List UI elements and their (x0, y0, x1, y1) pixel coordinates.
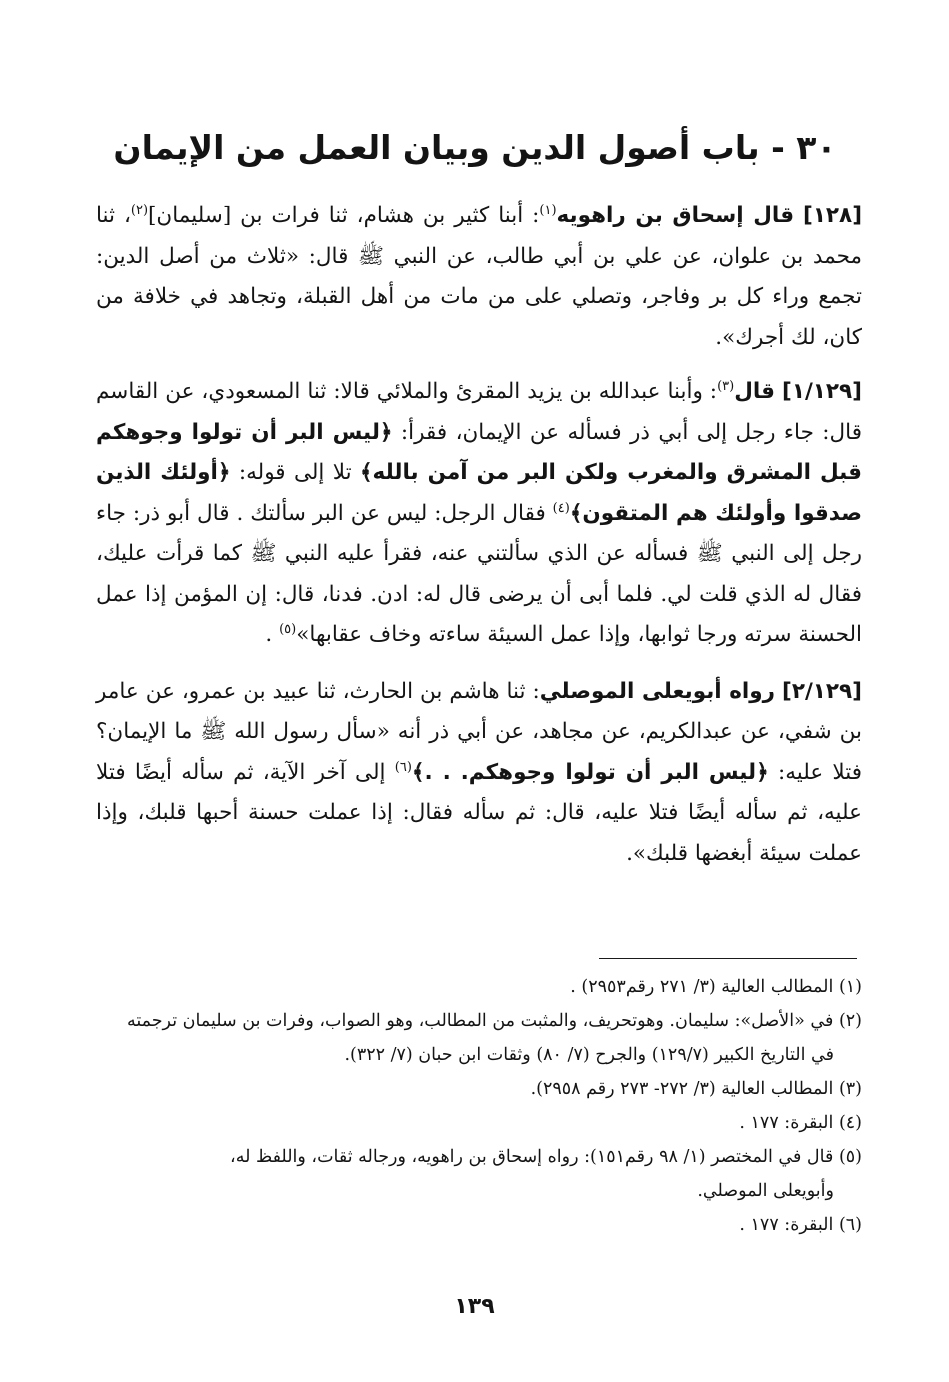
footnote-item (96, 1072, 862, 1106)
page-number: ١٣٩ (454, 1294, 495, 1319)
footnote-text-continued: وأبويعلى الموصلي. (697, 1181, 834, 1201)
footnote-number: (٤) (838, 1113, 862, 1133)
footnote-text: في «الأصل»: سليمان. وهوتحريف، والمثبت من المطالب، وهو الصواب، وفرات بن سليمان ترجمته (126, 1011, 834, 1031)
hadith-number: [١/١٢٩] (782, 379, 862, 404)
footnote-number: (٣) (838, 1079, 862, 1099)
hadith-text: ، ثنا محمد بن علوان، عن علي بن أبي طالب، عن النبي ﷺ قال: «ثلاث من أصل الدين: تجمع وراء كل بر وفاجر، وتصلي على من مات من أهل القبلة، وتجاهد في خلافة من كان، لك أجرك». (96, 203, 862, 350)
footnote-item (96, 970, 862, 1004)
footnote-text: البقرة: ١٧٧ . (739, 1113, 834, 1133)
footnote-text: المطالب العالية (٣/ ٢٧١ رقم٢٩٥٣) . (570, 977, 834, 997)
hadith-paragraph-128 (96, 196, 862, 358)
quran-quote: ﴿ليس البر أن تولوا وجوهكم. . .﴾ (411, 759, 769, 785)
footnotes (96, 970, 862, 1242)
hadith-source: قال إسحاق بن راهويه (556, 203, 795, 228)
quran-quote: ﴿ليس البر أن تولوا وجوهكم قبل المشرق والمغرب ولكن البر من آمن بالله﴾ (96, 419, 862, 485)
footnote-item (96, 1004, 862, 1072)
footnote-number: (١) (838, 977, 862, 997)
hadith-text: . (265, 622, 280, 647)
hadith-text: : أبنا كثير بن هشام، ثنا فرات بن [سليمان] (148, 203, 540, 228)
hadith-text: : ثنا هاشم بن الحارث، ثنا عبيد بن عمرو، عن عامر بن شفي، عن عبدالكريم، عن مجاهد، عن أبي ذر أنه «سأل رسول الله ﷺ ما الإيمان؟ فتلا عليه: (96, 678, 863, 785)
footnote-ref: (٢) (130, 202, 149, 218)
hadith-text: فقال الرجل: ليس عن البر سألتك . قال أبو ذر: جاء رجل إلى النبي ﷺ فسأله عن الذي سألتني عنه، فقرأ عليه النبي ﷺ كما قرأت عليك، فقال له الذي قلت لي. فلما أبى أن يرضى قال له: ادن. فدنا، قال: إن المؤمن إذا عمل الحسنة سرته ورجا ثوابها، وإذا عمل السيئة ساءته وخاف عقابها» (96, 500, 862, 647)
footnote-item (96, 1140, 862, 1208)
hadith-paragraph-129-2 (96, 672, 862, 875)
footnote-number: (٦) (838, 1215, 862, 1235)
footnote-ref: (٦) (394, 759, 412, 775)
footnote-ref: (١) (539, 202, 557, 218)
hadith-source: قال (734, 379, 776, 404)
footnote-text: البقرة: ١٧٧ . (739, 1215, 834, 1235)
hadith-number: [١٢٨] (802, 203, 863, 228)
footnote-number: (٥) (838, 1147, 862, 1167)
footnote-text: المطالب العالية (٣/ ٢٧٢- ٢٧٣ رقم ٢٩٥٨). (530, 1079, 834, 1099)
footnote-number: (٢) (838, 1011, 862, 1031)
footnote-ref: (٤) (552, 500, 570, 516)
footnote-item (96, 1106, 862, 1140)
footnote-ref: (٥) (279, 621, 297, 637)
footnote-separator (599, 958, 857, 959)
hadith-source: رواه أبويعلى الموصلي (539, 678, 776, 704)
footnote-ref: (٣) (717, 378, 735, 394)
quran-quote: ﴿أولئك الذين صدقوا وأولئك هم المتقون﴾ (96, 460, 862, 526)
footnote-item (96, 1208, 862, 1242)
hadith-text: تلا إلى قوله: (230, 460, 360, 485)
footnote-text-continued: في التاريخ الكبير (١٢٩/٧) والجرح (٧/ ٨٠) وثقات ابن حبان (٧/ ٣٢٢). (344, 1045, 834, 1065)
hadith-number: [٢/١٢٩] (782, 678, 862, 704)
footnote-text: قال في المختصر (١/ ٩٨ رقم١٥١): رواه إسحاق بن راهويه، ورجاله ثقات، واللفظ له، (230, 1147, 834, 1167)
hadith-text: إلى آخر الآية، ثم سأله أيضًا فتلا عليه، ثم سأله أيضًا فتلا عليه، قال: ثم سأله فقال: إذا عملت حسنة أحبها قلبك، وإذا عملت سيئة أبغضها قلبك». (96, 759, 862, 866)
hadith-text: : وأبنا عبدالله بن يزيد المقرئ والملائي قالا: ثنا المسعودي، عن القاسم قال: جاء رجل إلى أبي ذر فسأله عن الإيمان، فقرأ: (96, 379, 862, 445)
main-text (96, 196, 862, 888)
hadith-paragraph-129-1 (96, 372, 862, 656)
chapter-title: ٣٠ - باب أصول الدين وبيان العمل من الإيمان (113, 128, 837, 167)
